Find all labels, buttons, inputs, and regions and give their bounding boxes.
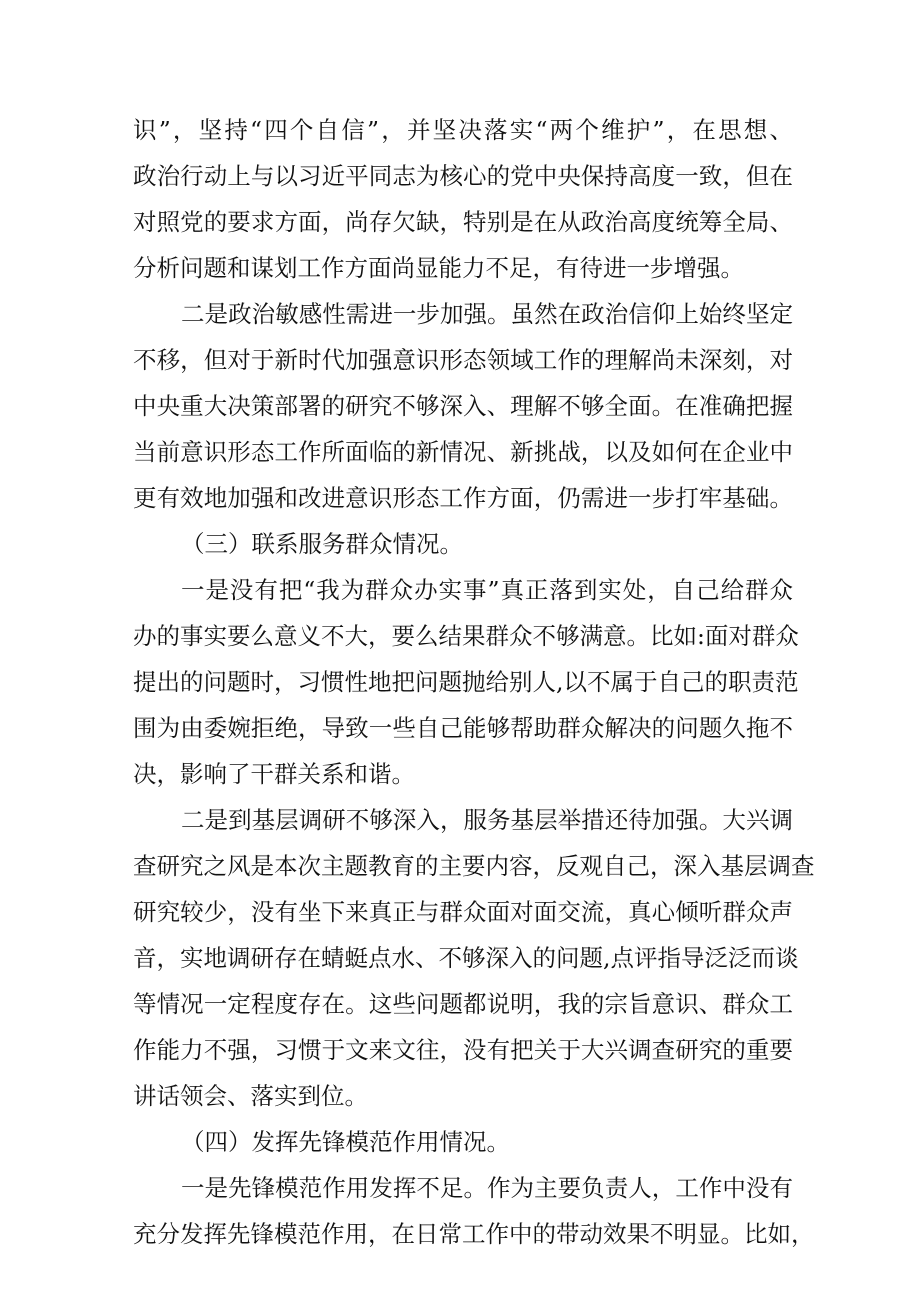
text-line: 作能力不强，习惯于文来文往，没有把关于大兴调查研究的重要 [133,1036,793,1064]
text-line: 提出的问题时，习惯性地把问题抛给别人,以不属于自己的职责范 [133,668,799,696]
text-line: 对照党的要求方面，尚存欠缺，特别是在从政治高度统筹全局、 [133,208,793,236]
text-line: 办的事实要么意义不大，要么结果群众不够满意。比如:面对群众 [133,622,799,650]
text-line: 充分发挥先锋模范作用，在日常工作中的带动效果不明显。比如， [133,1220,815,1248]
text-line: 讲话领会、落实到位。 [133,1082,368,1110]
text-line: 不移，但对于新时代加强意识形态领域工作的理解尚未深刻，对 [133,346,793,374]
text-line: 音，实地调研存在蜻蜓点水、不够深入的问题,点评指导泛泛而谈 [133,944,799,972]
text-line: 查研究之风是本次主题教育的主要内容，反观自己，深入基层调查 [133,852,815,880]
text-line: 中央重大决策部署的研究不够深入、理解不够全面。在准确把握 [133,392,793,420]
paragraph-first-line: 一是没有把“我为群众办实事”真正落到实处，自己给群众 [181,576,793,604]
paragraph-first-line: 二是政治敏感性需进一步加强。虽然在政治信仰上始终坚定 [181,300,793,328]
text-line: 政治行动上与以习近平同志为核心的党中央保持高度一致，但在 [133,162,793,190]
section-heading: （四）发挥先锋模范作用情况。 [181,1128,510,1156]
text-line: 围为由委婉拒绝，导致一些自己能够帮助群众解决的问题久拖不 [133,714,793,742]
paragraph-first-line: 一是先锋模范作用发挥不足。作为主要负责人，工作中没有 [181,1174,793,1202]
paragraph-first-line: 二是到基层调研不够深入，服务基层举措还待加强。大兴调 [181,806,793,834]
text-line: 等情况一定程度存在。这些问题都说明，我的宗旨意识、群众工 [133,990,793,1018]
text-line: 当前意识形态工作所面临的新情况、新挑战，以及如何在企业中 [133,438,793,466]
text-line: 研究较少，没有坐下来真正与群众面对面交流，真心倾听群众声 [133,898,793,926]
text-line: 识”，坚持“四个自信”，并坚决落实“两个维护”，在思想、 [133,116,793,144]
section-heading: （三）联系服务群众情况。 [181,530,463,558]
text-line: 分析问题和谋划工作方面尚显能力不足，有待进一步增强。 [133,254,744,282]
text-line: 决，影响了干群关系和谐。 [133,760,415,788]
text-line: 更有效地加强和改进意识形态工作方面，仍需进一步打牢基础。 [133,484,793,512]
